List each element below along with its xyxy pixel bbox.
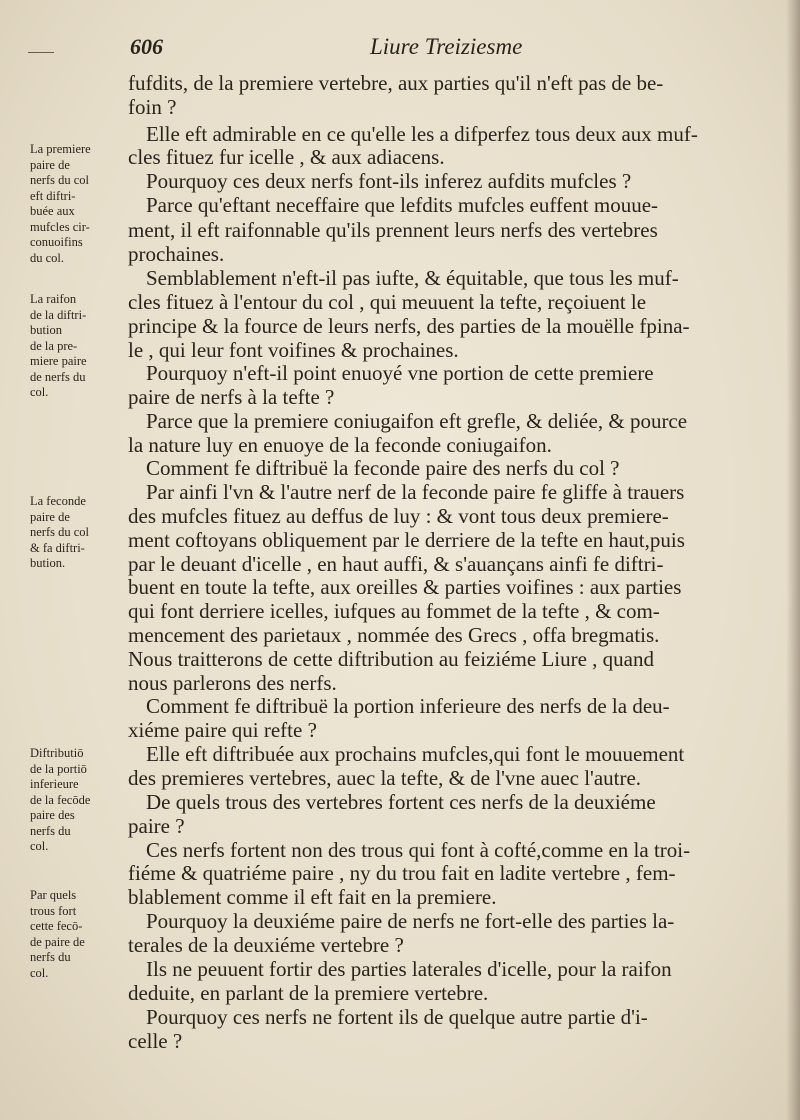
text-line: ment, il eft raifonnable qu'ils prennent leurs nerfs des vertebres <box>128 218 658 242</box>
text-line: la nature luy en enuoye de la feconde coniugaifon. <box>128 433 552 457</box>
text-line: Par ainfi l'vn & l'autre nerf de la feconde paire fe gliffe à trauers <box>146 480 685 504</box>
margin-note-line: Diftributiō <box>30 746 84 760</box>
text-line: Parce qu'eftant neceffaire que lefdits mufcles euffent mouue- <box>146 193 659 217</box>
text-line: Ces nerfs fortent non des trous qui font à cofté,comme en la troi- <box>146 838 691 862</box>
text-line: paire de nerfs à la tefte ? <box>128 385 335 409</box>
text-line: Nous traitterons de cette diftribution au feiziéme Liure , quand <box>128 647 654 671</box>
text-line: blablement comme il eft fait en la premiere. <box>128 885 497 909</box>
text-line: Pourquoy la deuxiéme paire de nerfs ne fort-elle des parties la- <box>146 909 675 933</box>
margin-note-line: inferieure <box>30 777 79 791</box>
text-line: paire ? <box>128 814 185 838</box>
text-line: cles fituez à l'entour du col , qui meuuent la tefte, reçoiuent le <box>128 290 647 314</box>
margin-note-line: bution <box>30 323 62 337</box>
text-line: fufdits, de la premiere vertebre, aux parties qu'il n'eft pas de be- <box>128 71 664 95</box>
margin-note-line: buée aux <box>30 204 75 218</box>
margin-note-line: de la diftri- <box>30 307 87 322</box>
text-line: Elle eft admirable en ce qu'elle les a difperfez tous deux aux muf- <box>146 122 698 146</box>
margin-note-line: & fa diftri- <box>30 540 85 555</box>
text-line: ment coftoyans obliquement par le derriere de la tefte en haut,puis <box>128 528 685 552</box>
text-line: Elle eft diftribuée aux prochains mufcles,qui font le mouuement <box>146 742 685 766</box>
header-rule <box>28 52 54 53</box>
margin-note-line: du col. <box>30 250 65 265</box>
text-line: Parce que la premiere coniugaifon eft grefle, & deliée, & pource <box>146 409 688 433</box>
margin-note-line: conuoifins <box>30 235 83 249</box>
text-line: buent en toute la tefte, aux oreilles & parties voifines : aux parties <box>128 575 682 599</box>
text-line: nous parlerons des nerfs. <box>128 671 337 695</box>
text-line: deduite, en parlant de la premiere vertebre. <box>128 981 489 1005</box>
margin-note-line: paire de <box>30 157 70 172</box>
text-line: Ils ne peuuent fortir des parties laterales d'icelle, pour la raifon <box>146 957 672 981</box>
text-line: le , qui leur font voifines & prochaines. <box>128 338 459 362</box>
margin-note-line: de paire de <box>30 934 85 949</box>
margin-note-line: col. <box>30 385 49 399</box>
text-line: Pourquoy ces nerfs ne fortent ils de quelque autre partie d'i- <box>146 1005 648 1029</box>
page-number: 606 <box>130 34 163 59</box>
margin-note-line: La raifon <box>30 292 77 306</box>
text-line: Comment fe diftribuë la portion inferieure des nerfs de la deu- <box>146 694 670 718</box>
margin-note-line: nerfs du <box>30 823 71 838</box>
running-title: Liure Treiziesme <box>370 34 523 59</box>
margin-note-line: paire de <box>30 509 70 524</box>
margin-note-line: trous fort <box>30 903 77 918</box>
margin-note-line: eft diftri- <box>30 188 76 203</box>
text-line: mencement des parietaux , nommée des Grecs , offa bregmatis. <box>128 623 660 647</box>
text-line: cles fituez fur icelle , & aux adiacens. <box>128 145 445 169</box>
text-line: des mufcles fituez au deffus de luy : & vont tous deux premiere- <box>128 504 669 528</box>
running-head <box>0 34 800 62</box>
margin-note-line: de la portiō <box>30 761 87 776</box>
text-line: foin ? <box>128 95 177 119</box>
margin-note-line: nerfs du col <box>30 173 90 187</box>
text-line: par le deuant d'icelle , en haut auffi, & s'auançans ainfi fe diftri- <box>128 552 664 576</box>
text-line: principe & la fource de leurs nerfs, des parties de la mouëlle fpina- <box>128 314 690 338</box>
margin-note-line: mufcles cir- <box>30 219 90 234</box>
text-line: prochaines. <box>128 242 225 266</box>
margin-note-line: nerfs du <box>30 950 71 964</box>
margin-note-line: cette fecō- <box>30 919 83 933</box>
text-line: xiéme paire qui refte ? <box>128 718 317 742</box>
margin-note-line: miere paire <box>30 354 87 368</box>
margin-note-line: La feconde <box>30 494 86 508</box>
text-line: des premieres vertebres, auec la tefte, & de l'vne auec l'autre. <box>128 766 642 790</box>
text-line: fiéme & quatriéme paire , ny du trou fait en ladite vertebre , fem- <box>128 861 676 885</box>
text-line: Comment fe diftribuë la feconde paire des nerfs du col ? <box>146 456 620 480</box>
margin-note-line: La premiere <box>30 142 91 156</box>
text-line: Pourquoy ces deux nerfs font-ils inferez aufdits mufcles ? <box>146 169 632 193</box>
margin-note-line: paire des <box>30 808 75 822</box>
margin-note-line: de la pre- <box>30 338 78 353</box>
margin-note-line: col. <box>30 965 49 980</box>
text-line: terales de la deuxiéme vertebre ? <box>128 933 404 957</box>
margin-note-line: bution. <box>30 556 66 570</box>
text-line: De quels trous des vertebres fortent ces nerfs de la deuxiéme <box>146 790 656 814</box>
margin-note-line: Par quels <box>30 888 77 902</box>
text-line: Pourquoy n'eft-il point enuoyé vne portion de cette premiere <box>146 361 654 385</box>
text-line: qui font derriere icelles, iufques au fommet de la tefte , & com- <box>128 599 660 623</box>
margin-note-line: col. <box>30 839 49 853</box>
text-line: Semblablement n'eft-il pas iufte, & équitable, que tous les muf- <box>146 266 679 290</box>
margin-note-line: de la fecōde <box>30 792 91 807</box>
margin-note-line: nerfs du col <box>30 525 90 539</box>
margin-note-line: de nerfs du <box>30 369 86 384</box>
page-edge-shadow <box>786 0 800 1120</box>
text-line: celle ? <box>128 1029 183 1053</box>
